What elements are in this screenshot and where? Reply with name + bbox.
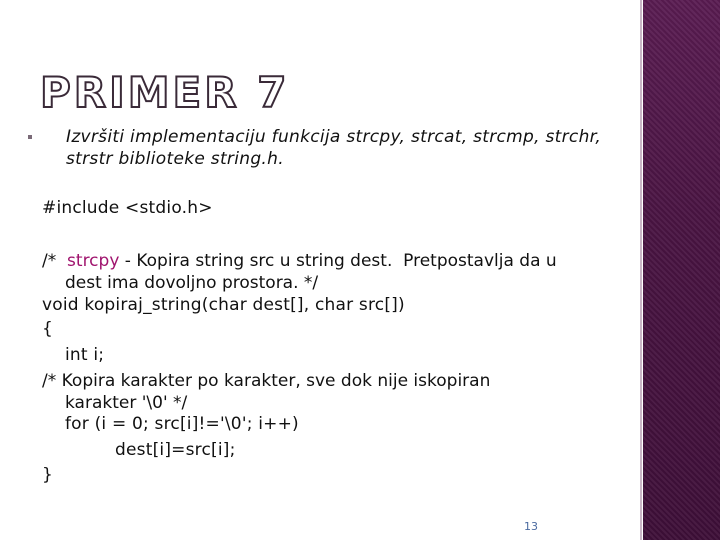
page-number: 13 xyxy=(524,520,538,533)
bullet-text: Izvršiti implementaciju funkcija strcpy, strcat, strcmp, strchr, strstr biblioteke string.h. xyxy=(66,127,602,169)
side-divider xyxy=(640,0,642,540)
comment-continuation: dest ima dovoljno prostora. */ xyxy=(65,273,319,293)
comment-prefix: /* xyxy=(42,251,68,271)
comment-rest: - Kopira string src u string dest. Pretpostavlja da u xyxy=(119,251,557,271)
open-brace: { xyxy=(42,319,54,339)
copy-comment xyxy=(42,370,612,414)
assignment-line: dest[i]=src[i]; xyxy=(115,440,236,460)
bullet-icon xyxy=(28,135,32,139)
copy-comment-line2: karakter '\0' */ xyxy=(65,393,188,413)
slide-title: PRIMER 7 xyxy=(40,68,290,117)
for-loop-line: for (i = 0; src[i]!='\0'; i++) xyxy=(65,414,299,434)
function-signature: void kopiraj_string(char dest[], char src[]) xyxy=(42,295,405,315)
variable-declaration: int i; xyxy=(65,345,105,365)
copy-comment-line1: /* Kopira karakter po karakter, sve dok nije iskopiran xyxy=(42,371,491,391)
strcpy-comment xyxy=(42,250,612,294)
close-brace: } xyxy=(42,465,54,485)
include-line: #include <stdio.h> xyxy=(42,198,213,218)
comment-keyword: strcpy xyxy=(67,251,120,271)
decorative-side-stripe xyxy=(643,0,720,540)
